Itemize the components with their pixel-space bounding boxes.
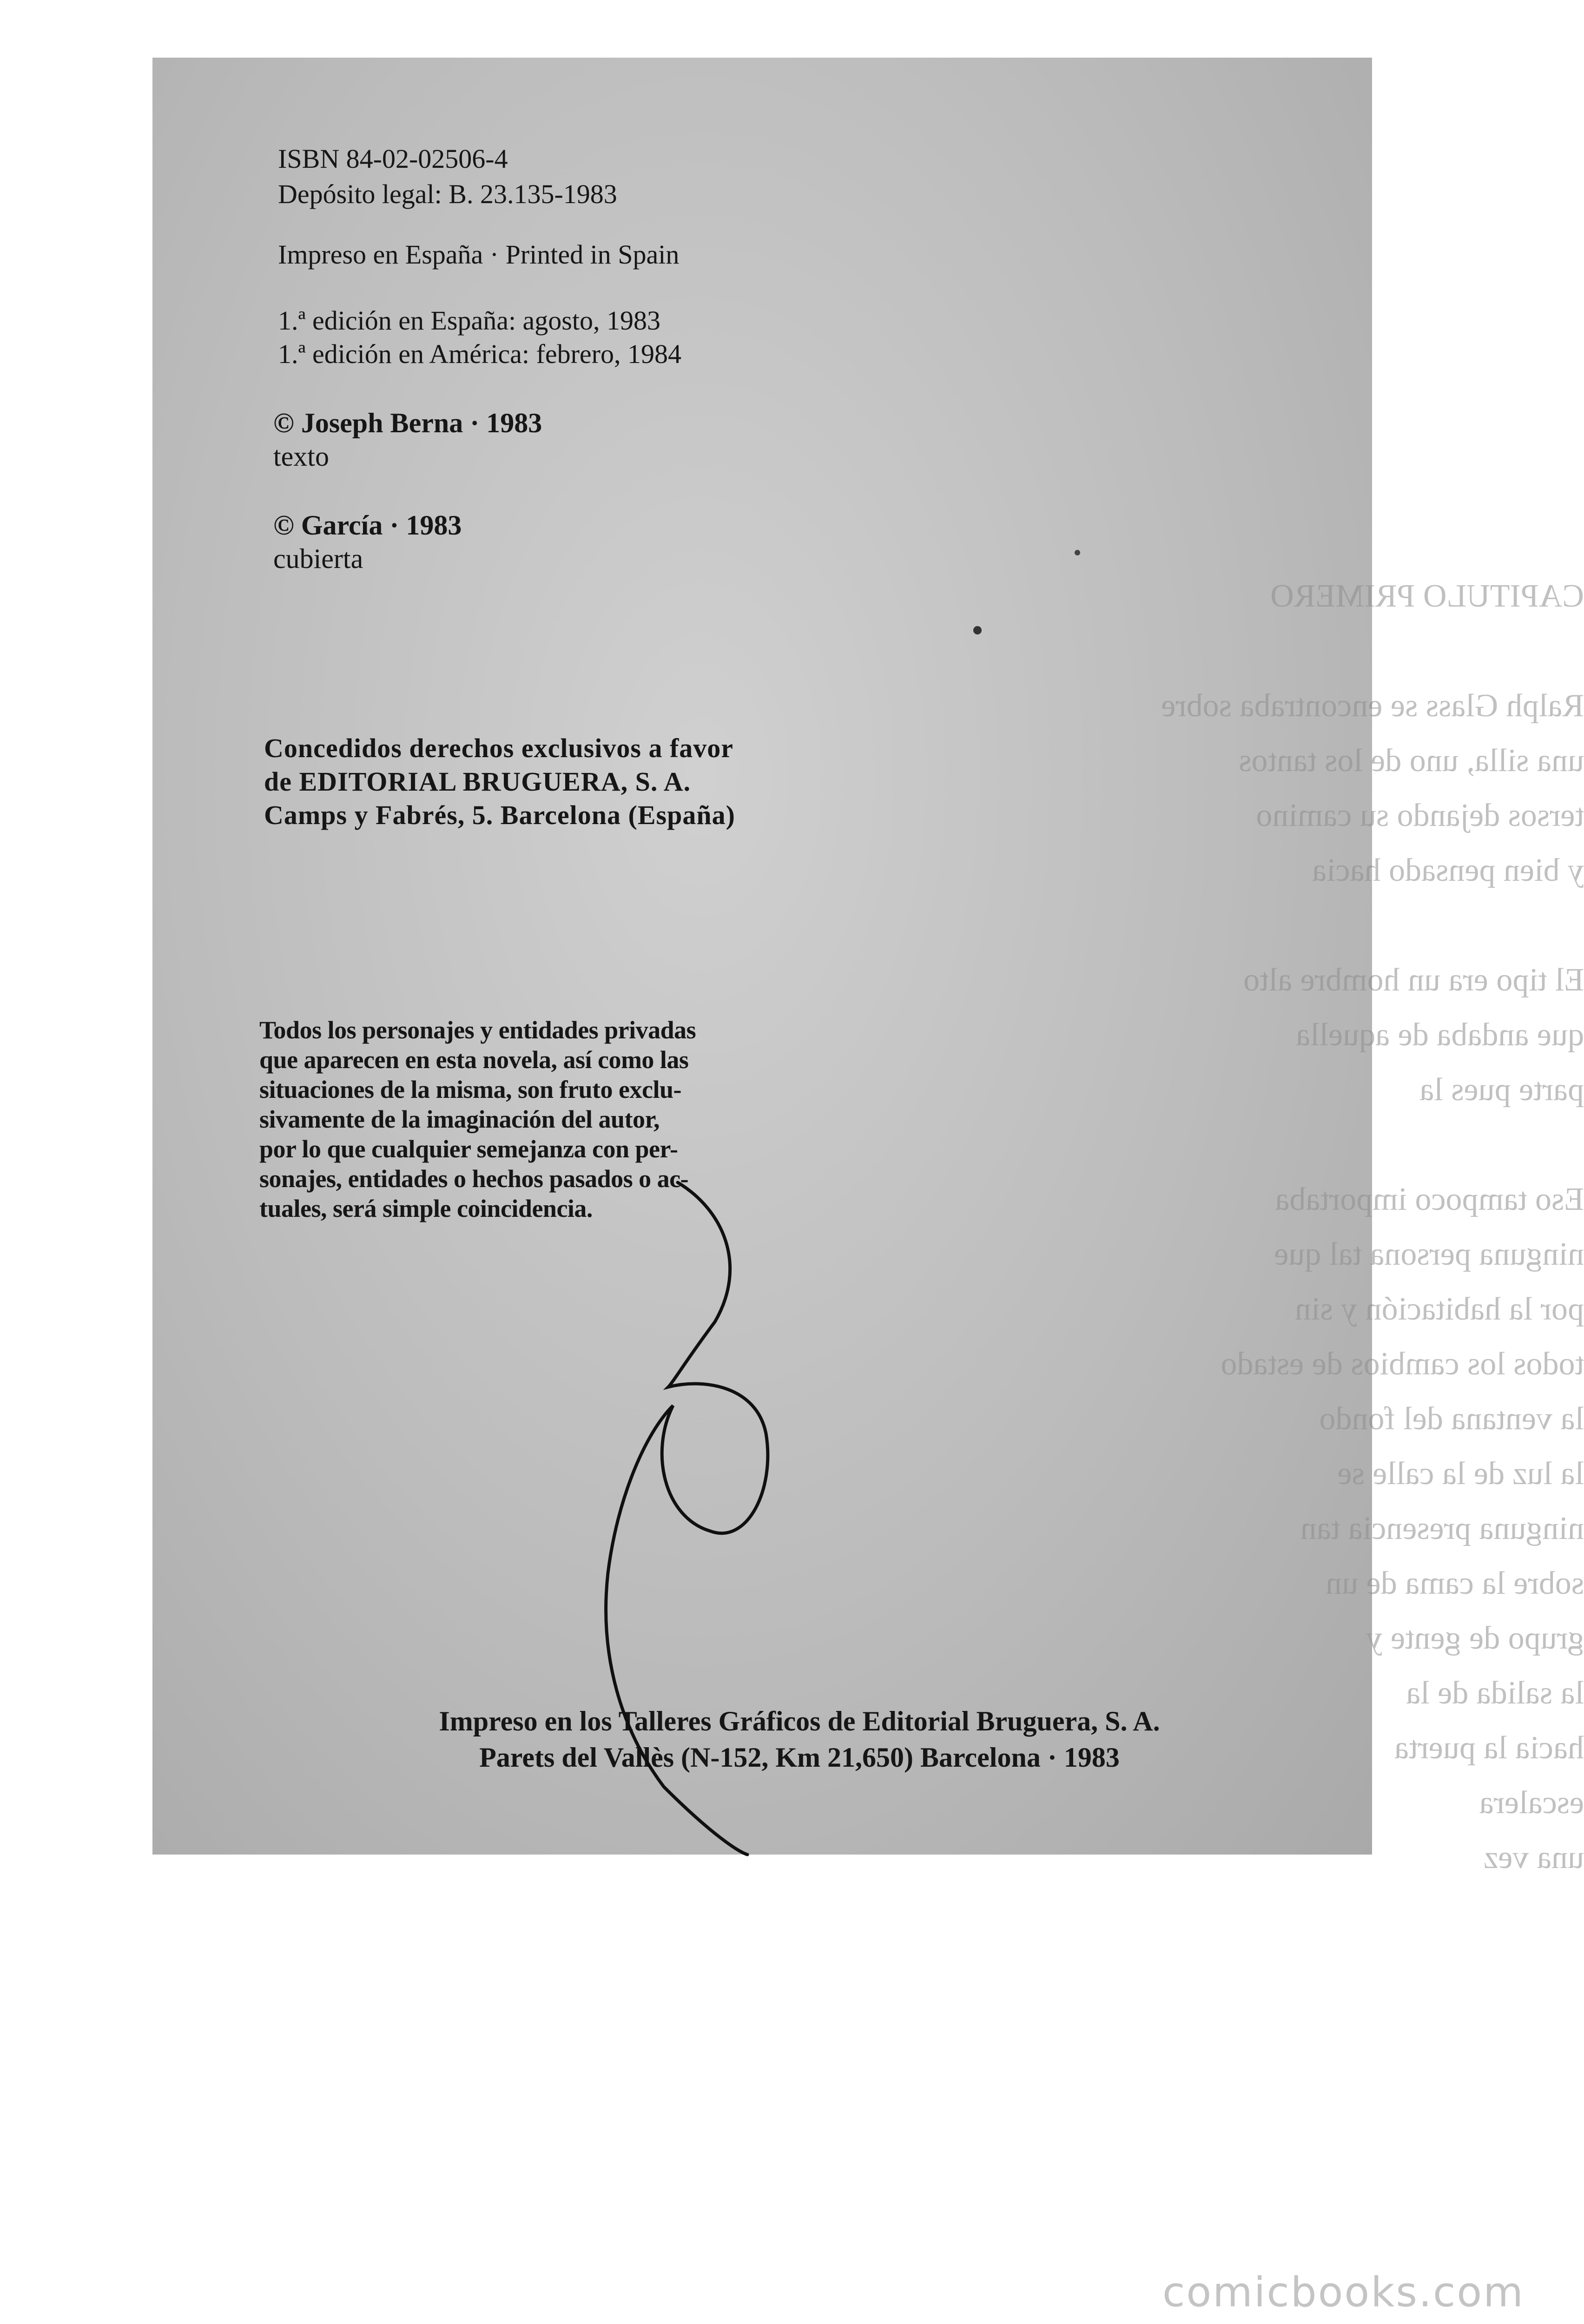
printed-in-line: Impreso en España · Printed in Spain xyxy=(278,239,680,270)
edition-america: 1.ª edición en América: febrero, 1984 xyxy=(278,339,681,369)
copyright-text-block xyxy=(273,406,542,473)
copyright-author-role: texto xyxy=(273,441,329,472)
disclaimer-line: sonajes, entidades o hechos pasados o ac- xyxy=(259,1165,689,1193)
copyright-cover-artist: © García · 1983 xyxy=(273,510,462,541)
disclaimer-line: situaciones de la misma, son fruto exclu- xyxy=(259,1076,681,1103)
isbn-block xyxy=(278,141,617,212)
printer-line: Parets del Vallès (N-152, Km 21,650) Barcelona · 1983 xyxy=(479,1742,1120,1773)
rights-line: Camps y Fabrés, 5. Barcelona (España) xyxy=(264,800,735,830)
rights-line: Concedidos derechos exclusivos a favor xyxy=(264,733,734,763)
scanned-page xyxy=(152,58,1584,1875)
rights-block xyxy=(264,732,735,832)
disclaimer-line: Todos los personajes y entidades privadas xyxy=(259,1016,696,1044)
editions-block xyxy=(278,304,681,371)
disclaimer-line: sivamente de la imaginación del autor, xyxy=(259,1105,660,1133)
deposito-legal: Depósito legal: B. 23.135-1983 xyxy=(278,179,617,209)
copyright-author: © Joseph Berna · 1983 xyxy=(273,408,542,438)
ink-speck xyxy=(1075,550,1080,555)
disclaimer-line: por lo que cualquier semejanza con per- xyxy=(259,1135,678,1163)
disclaimer-line: tuales, será simple coincidencia. xyxy=(259,1195,593,1222)
copyright-cover-block xyxy=(273,508,462,575)
site-watermark: comicbooks.com xyxy=(1162,2268,1525,2316)
fiction-disclaimer xyxy=(259,1015,696,1223)
isbn-number: ISBN 84-02-02506-4 xyxy=(278,144,508,174)
bleed-through-text: CAPITULO PRIMERO Ralph Glass se encontraba sobre una silla, uno de los tantos tersos dejando su camino y bien pensado hacia El tipo era un hombre alto que andaba de aquella parte pues la Eso tampoco importaba ninguna persona tal que por la habitación y sin todos los cambios de estado la ventana del fondo la luz de la calle se ninguna presencia tan sobre la cama de un grupo de gente y la salida de la hacia la puerta escalera una vez xyxy=(1161,578,1584,1875)
printer-colophon xyxy=(152,1703,1372,1776)
ink-speck xyxy=(973,626,982,634)
copyright-cover-role: cubierta xyxy=(273,543,363,574)
rights-line: de EDITORIAL BRUGUERA, S. A. xyxy=(264,766,691,797)
disclaimer-line: que aparecen en esta novela, así como las xyxy=(259,1046,689,1074)
printer-line: Impreso en los Talleres Gráficos de Editorial Bruguera, S. A. xyxy=(439,1706,1160,1736)
edition-spain: 1.ª edición en España: agosto, 1983 xyxy=(278,305,660,336)
